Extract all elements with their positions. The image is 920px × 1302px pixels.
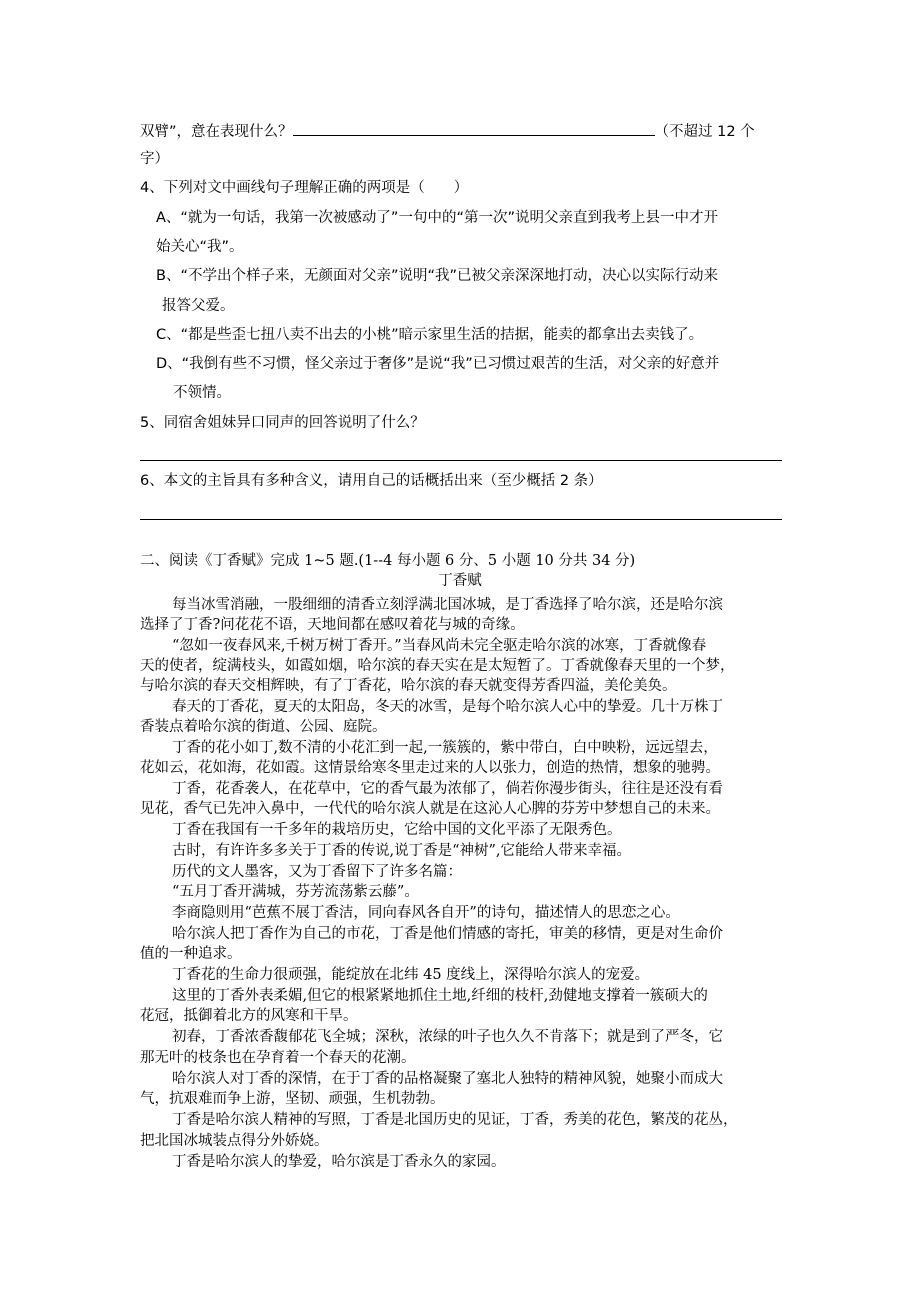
- q4-option-d-cont: 不领情。: [173, 385, 231, 401]
- q6-stem: 6、本文的主旨具有多种含义，请用自己的话概括出来（至少概括 2 条）: [140, 473, 603, 489]
- passage-line: 丁香的花小如丁,数不清的小花汇到一起,一簇簇的，紫中带白，白中映粉，远远望去，: [172, 740, 718, 756]
- passage-line: 香装点着哈尔滨的街道、公园、庭院。: [140, 719, 387, 735]
- section2-heading: 二、阅读《丁香赋》完成 1~5 题.(1--4 每小题 6 分、5 小题 10 分共 34 分): [140, 553, 636, 569]
- passage-line: 这里的丁香外表柔媚,但它的根紧紧地抓住土地,纤细的枝杆,劲健地支撑着一簇硕大的: [172, 988, 708, 1004]
- passage-line: 气，抗艰难而争上游，坚韧、顽强，生机勃勃。: [140, 1091, 445, 1107]
- passage-line: 历代的文人墨客，又为丁香留下了许多名篇：: [172, 864, 462, 880]
- q4-option-d: D、“我倒有些不习惯，怪父亲过于奢侈”是说“我”已习惯过艰苦的生活，对父亲的好意并: [156, 356, 720, 372]
- passage-line: 花冠，抵御着北方的风寒和干旱。: [140, 1008, 358, 1024]
- q4-option-a: A、“就为一句话，我第一次被感动了”一句中的“第一次”说明父亲直到我考上县一中才开: [156, 210, 718, 226]
- passage-line: “五月丁香开满城，芬芳流荡紫云藤”。: [172, 884, 419, 900]
- passage-line: 值的一种追求。: [140, 946, 242, 962]
- q3-limit-cont: 字）: [140, 151, 169, 167]
- passage-line: 天的使者，绽满枝头，如霞如烟，哈尔滨的春天实在是太短暂了。丁香就像春天里的一个梦，: [140, 658, 735, 674]
- q4-stem: 4、下列对文中画线句子理解正确的两项是（ ）: [140, 180, 469, 196]
- passage-line: 把北国冰城装点得分外娇娆。: [140, 1133, 329, 1149]
- passage-line: 见花，香气已先冲入鼻中，一代代的哈尔滨人就是在这沁人心脾的芬芳中梦想自己的未来。: [140, 801, 720, 817]
- passage-line: 花如云，花如海，花如霞。这情景给寒冬里走过来的人以张力，创造的热情，想象的驰骋。: [140, 760, 720, 776]
- passage-line: 丁香在我国有一千多年的栽培历史，它给中国的文化平添了无限秀色。: [172, 822, 622, 838]
- q4-option-a-cont: 始关心“我”。: [156, 239, 244, 255]
- q6-answer-line[interactable]: [140, 519, 782, 520]
- passage-line: 丁香花的生命力很顽强，能绽放在北纬 45 度线上，深得哈尔滨人的宠爱。: [172, 967, 650, 983]
- q3-answer-blank[interactable]: [293, 120, 655, 136]
- passage-line: 哈尔滨人对丁香的深情，在于丁香的品格凝聚了塞北人独特的精神风貌，她聚小而成大: [172, 1071, 723, 1087]
- q5-stem: 5、同宿舍姐妹异口同声的回答说明了什么？: [140, 415, 425, 431]
- passage-line: 丁香是哈尔滨人的挚爱，哈尔滨是丁香永久的家园。: [172, 1154, 506, 1170]
- passage-line: 古时，有许许多多关于丁香的传说,说丁香是“神树”,它能给人带来幸福。: [172, 843, 632, 859]
- passage-line: 选择了丁香?问花花不语，天地间都在感叹着花与城的奇缘。: [140, 617, 525, 633]
- passage-title: 丁香赋: [438, 573, 482, 589]
- q3-prompt: 双臂”，意在表现什么？: [140, 124, 293, 140]
- passage-line: 初春，丁香浓香馥郁花飞全城；深秋，浓绿的叶子也久久不肯落下；就是到了严冬，它: [172, 1029, 723, 1045]
- passage-line: 李商隐则用“芭蕉不展丁香洁，同向春风各自开”的诗句，描述情人的思恋之心。: [172, 905, 680, 921]
- passage-line: 每当冰雪消融，一股细细的清香立刻浮满北国冰城，是丁香选择了哈尔滨，还是哈尔滨: [172, 597, 723, 613]
- q5-answer-line[interactable]: [140, 460, 782, 461]
- q4-option-c: C、“都是些歪七扭八卖不出去的小桃”暗示家里生活的拮据，能卖的都拿出去卖钱了。: [156, 327, 704, 343]
- passage-line: “忽如一夜春风来,千树万树丁香开。”当春风尚未完全驱走哈尔滨的冰寒，丁香就像春: [172, 638, 707, 654]
- passage-line: 那无叶的枝条也在孕育着一个春天的花潮。: [140, 1050, 416, 1066]
- q3-answer-line: [140, 120, 755, 142]
- passage-line: 丁香是哈尔滨人精神的写照，丁香是北国历史的见证，丁香，秀美的花色，繁茂的花丛，: [172, 1112, 738, 1128]
- passage-line: 哈尔滨人把丁香作为自己的市花，丁香是他们情感的寄托，审美的移情，更是对生命价: [172, 926, 723, 942]
- passage-line: 丁香，花香袭人，在花草中，它的香气最为浓郁了，倘若你漫步街头，往往是还没有看: [172, 781, 723, 797]
- q4-option-b: B、“不学出个样子来，无颜面对父亲”说明“我”已被父亲深深地打动，决心以实际行动来: [156, 268, 718, 284]
- q3-limit: （不超过 12 个: [654, 124, 755, 140]
- passage-line: 春天的丁香花，夏天的太阳岛，冬天的冰雪，是每个哈尔滨人心中的挚爱。几十万株丁: [172, 699, 723, 715]
- q4-option-b-cont: 报答父爱。: [162, 298, 235, 314]
- passage-line: 与哈尔滨的春天交相辉映，有了丁香花，哈尔滨的春天就变得芳香四溢，美伦美奂。: [140, 678, 677, 694]
